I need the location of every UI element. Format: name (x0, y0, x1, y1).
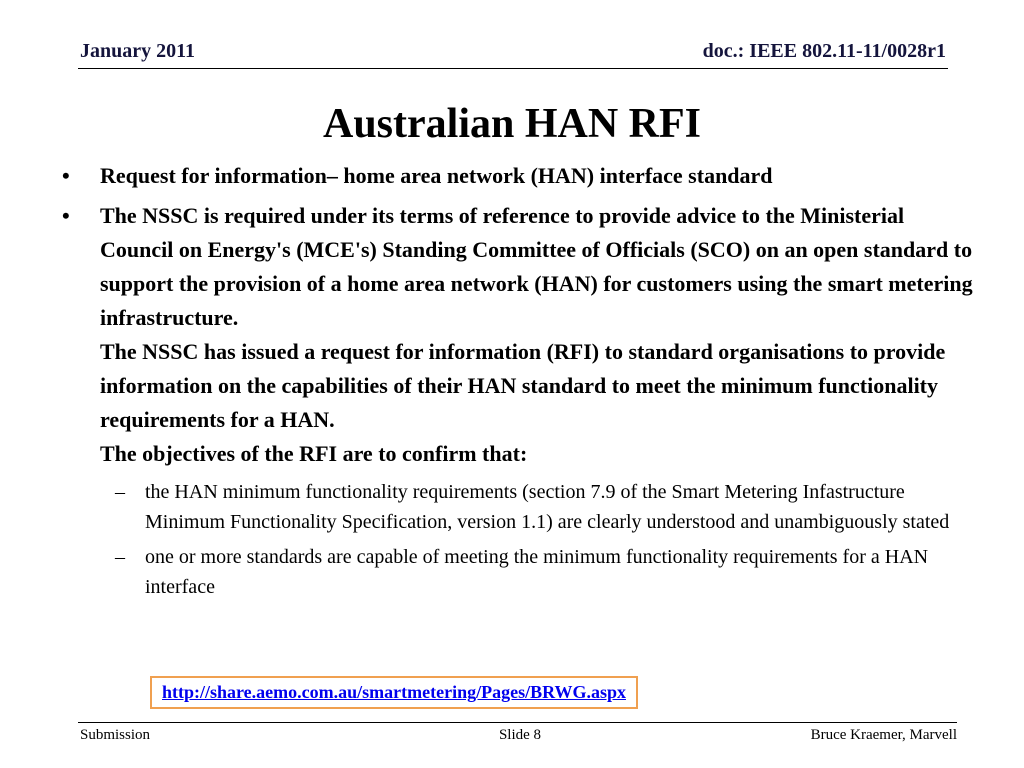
sub-bullet-item (60, 542, 980, 602)
slide-title: Australian HAN RFI (322, 101, 702, 147)
bullet-text: The NSSC is required under its terms of reference to provide advice to the Ministerial Council on Energy's (MCE's) Standing Committee of Officials (SCO) on an open standard to support the provision of a home area network (HAN) for customers using the smart metering infrastructure. (100, 203, 973, 330)
sub-bullet-item (60, 477, 980, 537)
header-divider (78, 68, 948, 69)
slide-content (60, 159, 980, 607)
bullet-text: Request for information– home area network (HAN) interface standard (100, 163, 773, 188)
footer-divider (78, 722, 957, 723)
header-doc-id: doc.: IEEE 802.11-11/0028r1 (702, 40, 946, 62)
link-box (150, 676, 638, 709)
sub-bullet-text: one or more standards are capable of meeting the minimum functionality requirements for a HAN interface (145, 546, 929, 598)
footer-author: Bruce Kraemer, Marvell (810, 727, 957, 743)
reference-link[interactable]: http://share.aemo.com.au/smartmetering/Pages/BRWG.aspx (162, 682, 626, 702)
sub-bullet-text: the HAN minimum functionality requirements (section 7.9 of the Smart Metering Infastructure Minimum Functionality Specification, version 1.1) are clearly understood and unambiguously stated (145, 481, 950, 533)
bullet-marker: • (62, 203, 70, 228)
header-date: January 2011 (80, 40, 196, 62)
footer-submission: Submission (80, 727, 151, 743)
bullet-text: The objectives of the RFI are to confirm that: (100, 441, 528, 466)
bullet-item (60, 199, 980, 471)
bullet-text: The NSSC has issued a request for information (RFI) to standard organisations to provide information on the capabilities of their HAN standard to meet the minimum functionality requirements for a HAN. (100, 339, 946, 432)
bullet-marker: • (62, 163, 70, 188)
footer-slide-number: Slide 8 (498, 727, 542, 743)
sub-bullet-marker: – (115, 481, 125, 503)
sub-bullet-marker: – (115, 546, 125, 568)
bullet-item (60, 159, 980, 193)
